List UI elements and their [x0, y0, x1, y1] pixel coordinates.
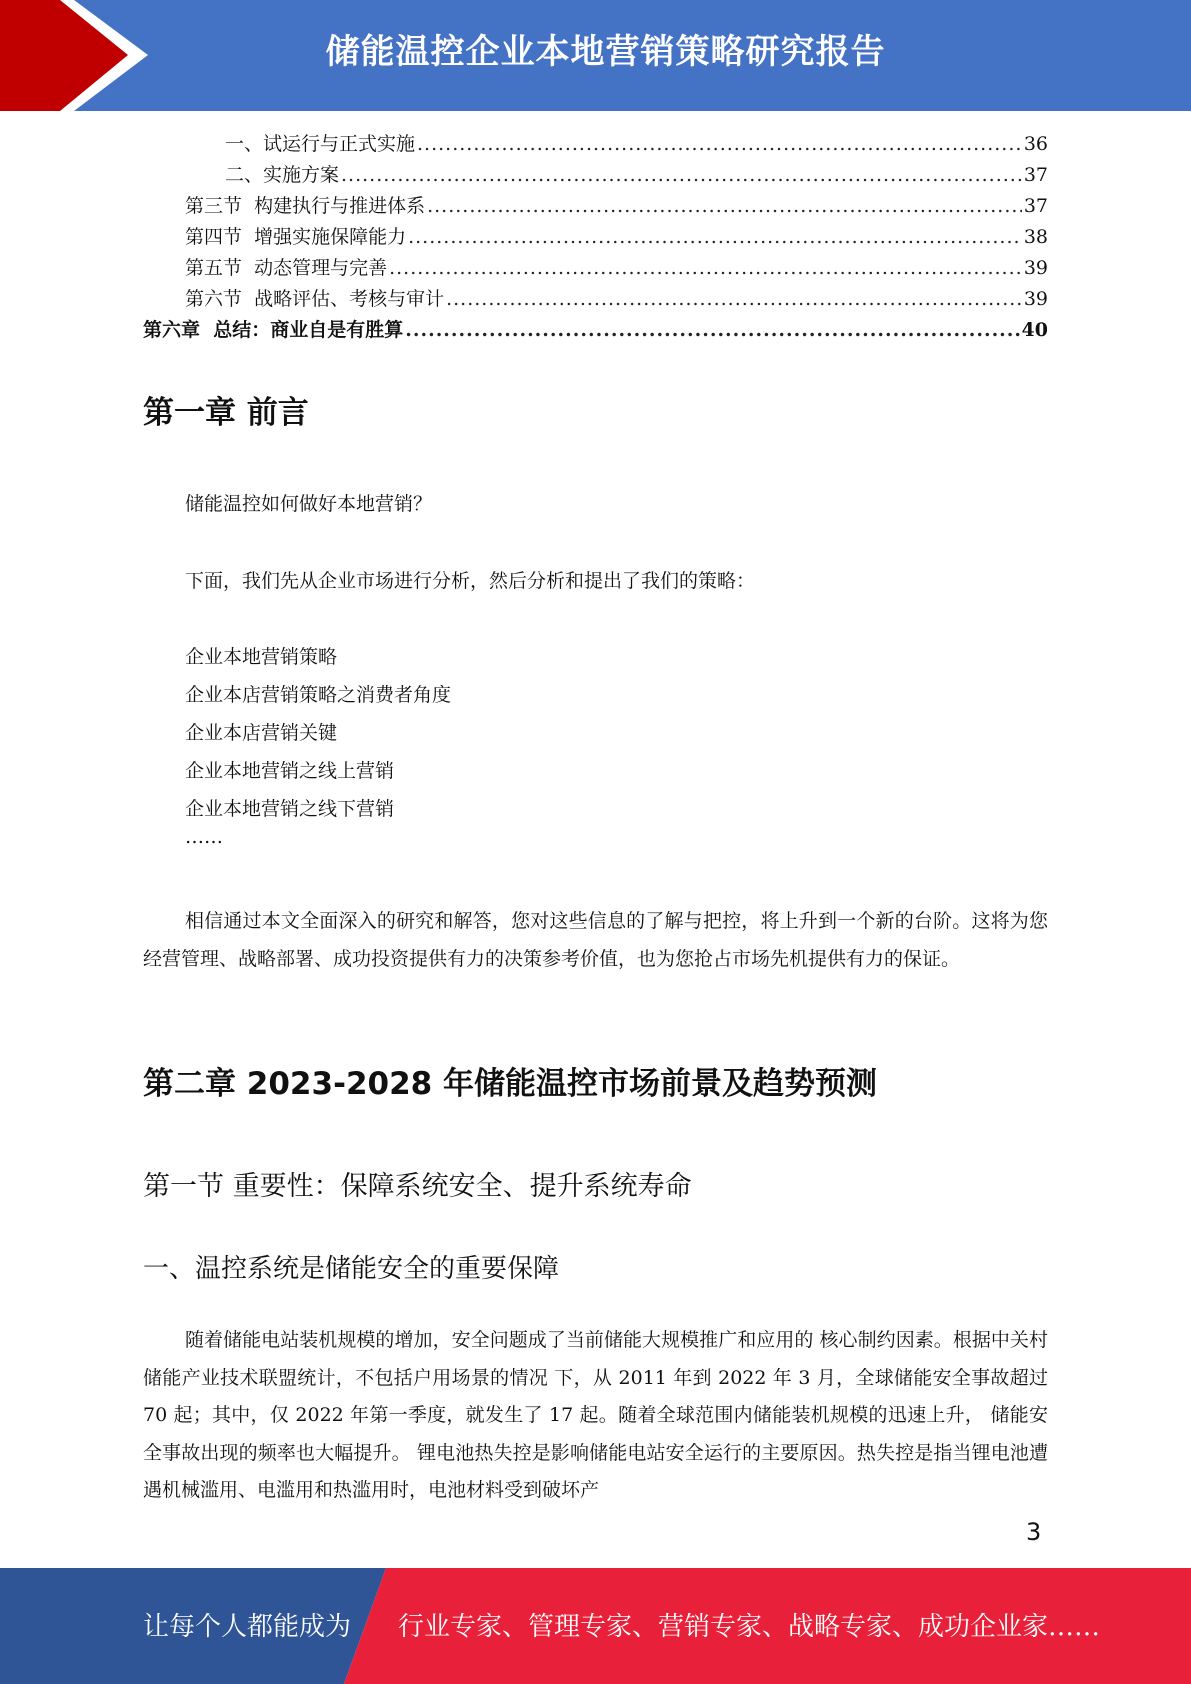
footer-slogan-left: 让每个人都能成为 — [143, 1612, 352, 1642]
question-text: 储能温控如何做好本地营销？ — [185, 493, 433, 515]
toc-entry[interactable] — [143, 315, 1048, 346]
toc-entry[interactable] — [143, 129, 1048, 160]
footer-slogan-right: 行业专家、管理专家、营销专家、战略专家、成功企业家…… — [398, 1612, 1101, 1642]
toc-leader-dots — [417, 129, 1022, 160]
list-item: 企业本店营销关键 — [185, 722, 338, 744]
subsection-heading: 一、温控系统是储能安全的重要保障 — [143, 1254, 560, 1284]
toc-entry-title: 第四节 增强实施保障能力 — [185, 226, 407, 248]
closing-paragraph: 相信通过本文全面深入的研究和解答，您对这些信息的了解与把控，将上升到一个新的台阶。这将为您经营管理、战略部署、成功投资提供有力的决策参考价值，也为您抢占市场先机提供有力的保证。 — [143, 910, 1048, 970]
header-banner — [0, 0, 1191, 111]
toc-entry-page: 40 — [1021, 319, 1048, 341]
toc-leader-dots — [446, 284, 1022, 315]
toc-entry-title: 二、实施方案 — [225, 164, 340, 186]
toc-entry[interactable] — [143, 253, 1048, 284]
footer-banner — [0, 1568, 1191, 1684]
chapter-heading: 第一章 前言 — [143, 395, 309, 431]
list-ellipsis: …… — [185, 826, 223, 848]
toc-entry-page: 37 — [1023, 195, 1048, 217]
toc-leader-dots — [389, 253, 1022, 284]
document-title: 储能温控企业本地营销策略研究报告 — [325, 32, 886, 72]
toc-entry-title: 第六节 战略评估、考核与审计 — [185, 288, 445, 310]
toc-entry[interactable] — [143, 160, 1048, 191]
toc-leader-dots — [427, 191, 1022, 222]
toc-leader-dots — [405, 315, 1019, 346]
body-paragraph: 随着储能电站装机规模的增加，安全问题成了当前储能大规模推广和应用的 核心制约因素。根据中关村储能产业技术联盟统计，不包括户用场景的情况 下，从 2011 年到 2022 年 3 月，全球储能安全事故超过 70 起；其中，仅 2022 年第一季度，就发生了 17 起。随着全球范围内储能装机规模的迅速上升， 储能安全事故出现的频率也大幅提升。 锂电池热失控是影响储能电站安全运行的主要原因。热失控是指当锂电池遭 遇机械滥用、电滥用和热滥用时，电池材料受到破坏产 — [143, 1329, 1048, 1501]
list-item: 企业本店营销策略之消费者角度 — [185, 684, 452, 706]
toc-entry-title: 第三节 构建执行与推进体系 — [185, 195, 426, 217]
chapter-heading: 第二章 2023-2028 年储能温控市场前景及趋势预测 — [143, 1066, 878, 1102]
toc-entry-page: 39 — [1023, 257, 1048, 279]
table-of-contents — [143, 129, 1048, 346]
toc-entry[interactable] — [143, 222, 1048, 253]
toc-entry-page: 39 — [1023, 288, 1048, 310]
list-item: 企业本地营销之线下营销 — [185, 798, 395, 820]
toc-entry-title: 第五节 动态管理与完善 — [185, 257, 388, 279]
toc-leader-dots — [341, 160, 1022, 191]
intro-text: 下面，我们先从企业市场进行分析，然后分析和提出了我们的策略： — [185, 570, 756, 592]
section-heading: 第一节 重要性：保障系统安全、提升系统寿命 — [143, 1171, 692, 1202]
toc-entry-title: 第六章 总结：商业自是有胜算 — [143, 319, 404, 341]
toc-entry-page: 37 — [1023, 164, 1048, 186]
page-number: 3 — [1026, 1518, 1042, 1546]
toc-leader-dots — [408, 222, 1022, 253]
toc-entry-page: 38 — [1023, 226, 1048, 248]
toc-entry-page: 36 — [1023, 133, 1048, 155]
toc-entry[interactable] — [143, 191, 1048, 222]
list-item: 企业本地营销之线上营销 — [185, 760, 395, 782]
list-item: 企业本地营销策略 — [185, 646, 338, 668]
toc-entry-title: 一、试运行与正式实施 — [225, 133, 416, 155]
toc-entry[interactable] — [143, 284, 1048, 315]
